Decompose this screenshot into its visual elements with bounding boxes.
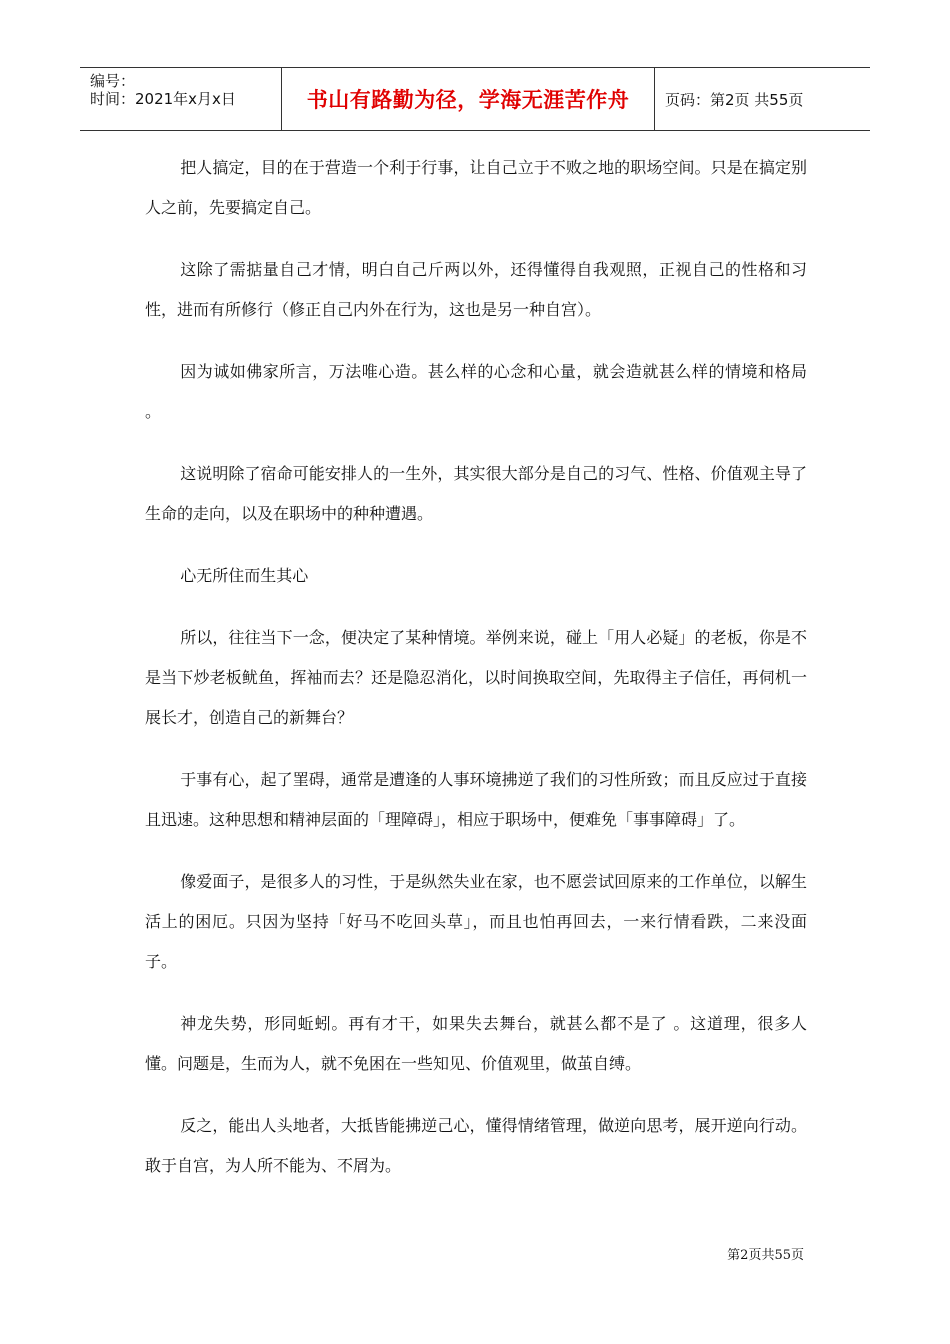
header-page-number: 页码：第2页 共55页 [665,90,804,109]
document-time-label: 时间：2021年x月x日 [90,90,236,108]
paragraph: 所以，往往当下一念，便决定了某种情境。举例来说，碰上「用人必疑」的老板，你是不是当下炒老板鱿鱼，挥袖而去？还是隐忍消化，以时间换取空间，先取得主子信任，再伺机一展长才，创造自己的新舞台？ [145,628,807,727]
section-heading: 心无所住而生其心 [180,566,309,585]
document-body [145,148,807,1208]
page-footer-number: 第2页共55页 [727,1248,804,1263]
page-header [80,67,870,131]
paragraph: 反之，能出人头地者，大抵皆能拂逆己心，懂得情绪管理，做逆向思考，展开逆向行动。敢于自宫，为人所不能为、不屑为。 [145,1116,807,1175]
paragraph: 把人搞定，目的在于营造一个利于行事，让自己立于不败之地的职场空间。只是在搞定别人之前，先要搞定自己。 [145,158,807,217]
document-number-label: 编号： [90,72,136,90]
paragraph: 于事有心，起了罣碍，通常是遭逢的人事环境拂逆了我们的习性所致；而且反应过于直接且迅速。这种思想和精神层面的「理障碍」，相应于职场中，便难免「事事障碍」了。 [145,770,807,829]
paragraph: 因为诚如佛家所言，万法唯心造。甚么样的心念和心量，就会造就甚么样的情境和格局 。 [145,362,807,421]
paragraph: 这除了需掂量自己才情，明白自己斤两以外，还得懂得自我观照，正视自己的性格和习性，进而有所修行（修正自己内外在行为，这也是另一种自宫）。 [145,260,807,319]
header-meta [80,68,282,130]
paragraph: 神龙失势，形同蚯蚓。再有才干，如果失去舞台，就甚么都不是了 。这道理，很多人懂。问题是，生而为人，就不免困在一些知见、价值观里，做茧自缚。 [145,1014,807,1073]
paragraph: 这说明除了宿命可能安排人的一生外，其实很大部分是自己的习气、性格、价值观主导了生命的走向，以及在职场中的种种遭遇。 [145,464,807,523]
header-motto: 书山有路勤为径，学海无涯苦作舟 [282,68,655,130]
paragraph: 像爱面子，是很多人的习性，于是纵然失业在家，也不愿尝试回原来的工作单位，以解生活上的困厄。只因为坚持「好马不吃回头草」，而且也怕再回去，一来行情看跌，二来没面子。 [145,872,807,971]
